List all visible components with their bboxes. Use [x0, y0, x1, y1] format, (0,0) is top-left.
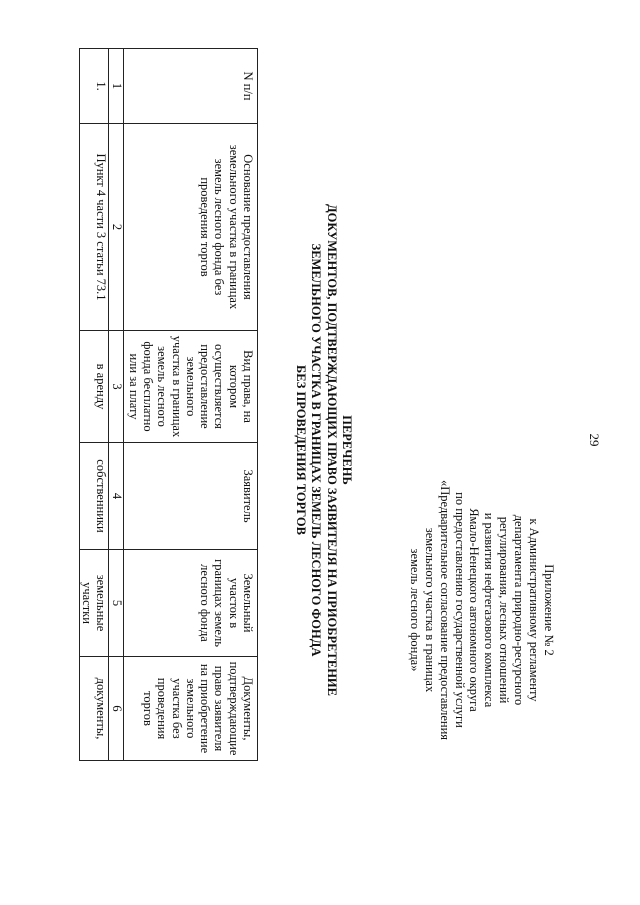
column-number: 3 — [109, 331, 124, 443]
appendix-line: по предоставлению государственной услуги — [452, 492, 467, 728]
appendix-line: к Административному регламенту — [527, 518, 542, 702]
table-cell: собственники — [80, 443, 109, 550]
appendix-line: земельного участка в границах — [422, 527, 437, 693]
header-cell: Вид права, на котором осуществляется предоставление земельного участка в границах земель лесного фонда бесплатно или за плату — [124, 331, 258, 443]
title-line: ДОКУМЕНТОВ, ПОДТВЕРЖДАЮЩИХ ПРАВО ЗАЯВИТЕЛЯ НА ПРИОБРЕТЕНИЕ — [324, 204, 339, 696]
table-cell: земельные участки — [80, 550, 109, 657]
document-title — [293, 60, 354, 840]
title-line: ЗЕМЕЛЬНОГО УЧАСТКА В ГРАНИЦАХ ЗЕМЕЛЬ ЛЕСНОГО ФОНДА — [309, 243, 324, 657]
header-cell: Документы, подтверждающие право заявителя на приобретение земельного участка без проведения торгов — [124, 657, 258, 761]
page-number: 29 — [587, 433, 602, 447]
header-cell: N п/п — [124, 49, 258, 124]
title-line: ПЕРЕЧЕНЬ — [340, 415, 354, 485]
column-number: 1 — [109, 49, 124, 124]
column-number: 5 — [109, 550, 124, 657]
documents-table — [79, 48, 258, 761]
column-number-row — [109, 49, 124, 761]
table-cell: в аренду — [80, 331, 109, 443]
column-number: 6 — [109, 657, 124, 761]
appendix-line: Ямало-Ненецкого автономного округа — [467, 508, 482, 712]
table-cell: 1. — [80, 49, 109, 124]
title-line: БЕЗ ПРОВЕДЕНИЯ ТОРГОВ — [294, 365, 309, 535]
column-number: 2 — [109, 124, 124, 331]
table-cell: документы, — [80, 657, 109, 761]
column-number: 4 — [109, 443, 124, 550]
appendix-header — [407, 460, 556, 760]
table-row — [80, 49, 109, 761]
appendix-line: Приложение № 2 — [542, 564, 556, 656]
header-cell: Основание предоставления земельного участка в границах земель лесного фонда без проведения торгов — [124, 124, 258, 331]
appendix-line: департамента природно-ресурсного — [512, 514, 527, 706]
appendix-line: земель лесного фонда» — [407, 548, 422, 672]
header-cell: Заявитель — [124, 443, 258, 550]
appendix-line: и развития нефтегазового комплекса — [482, 512, 497, 708]
header-cell: Земельный участок в границах земель лесного фонда — [124, 550, 258, 657]
table-cell: Пункт 4 части 3 статьи 73.1 — [80, 124, 109, 331]
table-header-row — [124, 49, 258, 761]
appendix-line: регулирования, лесных отношений — [497, 516, 512, 704]
appendix-line: «Предварительное согласование предоставления — [437, 479, 452, 741]
